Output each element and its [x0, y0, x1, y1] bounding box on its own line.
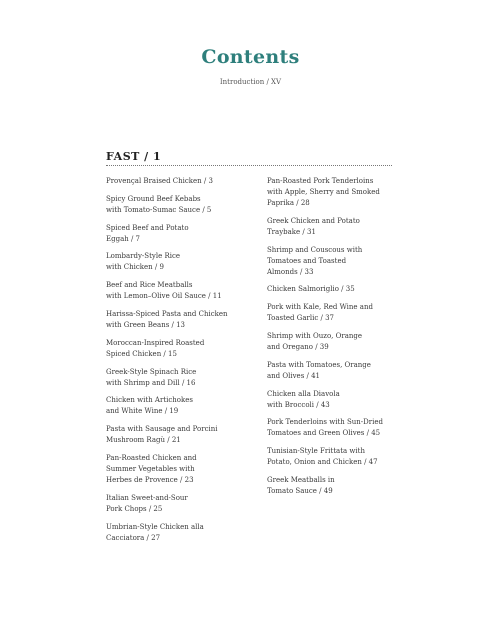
toc-entry: Greek Chicken and Potato Traybake / 31 [267, 216, 360, 236]
toc-entry: Pan-Roasted Pork Tenderloins with Apple, Sherry and Smoked Paprika / 28 [267, 177, 380, 207]
toc-entry: Chicken with Artichokes and White Wine / 19 [106, 396, 193, 416]
toc-right-column [267, 176, 417, 504]
toc-entry: Lombardy-Style Rice with Chicken / 9 [106, 252, 181, 272]
toc-entry: Tunisian-Style Frittata with Potato, Onion and Chicken / 47 [267, 447, 378, 467]
toc-entry: Chicken alla Diavola with Broccoli / 43 [267, 389, 340, 409]
page-title: Contents [201, 46, 300, 68]
toc-entry: Pasta with Sausage and Porcini Mushroom Ragù / 21 [106, 425, 218, 445]
toc-entry: Harissa-Spiced Pasta and Chicken with Green Beans / 13 [106, 309, 228, 329]
toc-entry: Beef and Rice Meatballs with Lemon–Olive Oil Sauce / 11 [106, 281, 222, 301]
toc-entry: Pork with Kale, Red Wine and Toasted Garlic / 37 [267, 303, 373, 323]
toc-entry: Spiced Beef and Potato Eggah / 7 [106, 223, 189, 243]
intro-entry: Introduction / XV [219, 78, 282, 86]
section-divider [106, 165, 392, 166]
toc-entry: Provençal Braised Chicken / 3 [106, 177, 213, 185]
toc-entry: Greek-Style Spinach Rice with Shrimp and Dill / 16 [106, 367, 197, 387]
toc-entry: Pasta with Tomatoes, Orange and Olives / 41 [267, 360, 371, 380]
toc-left-column [106, 176, 256, 550]
toc-entry: Chicken Salmoriglio / 35 [267, 285, 355, 294]
toc-entry: Spicy Ground Beef Kebabs with Tomato-Sumac Sauce / 5 [106, 194, 212, 214]
toc-entry: Pan-Roasted Chicken and Summer Vegetables with Herbes de Provence / 23 [106, 453, 197, 484]
toc-entry: Shrimp with Ouzo, Orange and Oregano / 39 [267, 331, 362, 351]
toc-entry: Shrimp and Couscous with Tomatoes and Toasted Almonds / 33 [267, 245, 363, 276]
toc-entry: Greek Meatballs in Tomato Sauce / 49 [267, 475, 335, 495]
toc-entry: Pork Tenderloins with Sun-Dried Tomatoes and Green Olives / 45 [267, 418, 383, 438]
section-heading: FAST / 1 [106, 150, 162, 163]
toc-entry: Moroccan-Inspired Roasted Spiced Chicken / 15 [106, 338, 205, 358]
toc-entry: Italian Sweet-and-Sour Pork Chops / 25 [106, 493, 188, 513]
toc-entry: Umbrian-Style Chicken alla Cacciatora / 27 [106, 522, 204, 542]
